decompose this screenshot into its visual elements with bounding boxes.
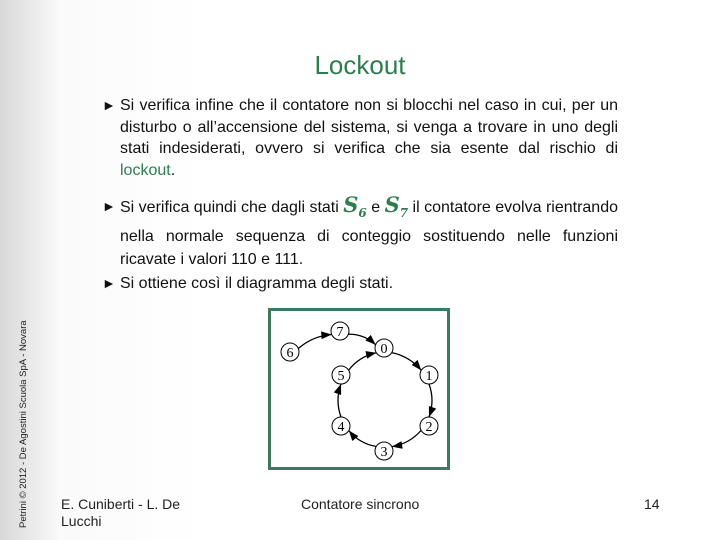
footer-title: Contatore sincrono (301, 496, 420, 512)
state-node-1 (420, 366, 438, 384)
transition-arrow-7-0 (348, 334, 375, 345)
state-diagram (268, 308, 450, 470)
svg-text:5: 5 (337, 369, 345, 384)
state-node-0 (375, 339, 393, 357)
svg-text:4: 4 (337, 420, 345, 435)
bullet-marker-icon: ► (102, 275, 116, 291)
svg-text:7: 7 (336, 325, 344, 340)
svg-text:0: 0 (380, 342, 388, 357)
bullet-3 (102, 273, 618, 295)
state-diagram-svg (271, 311, 447, 467)
transition-arrow-0-1 (392, 353, 422, 371)
transition-arrow-6-7 (298, 334, 331, 348)
state-node-5 (332, 366, 350, 384)
bullet-text: Si verifica quindi che dagli stati (120, 199, 344, 216)
bullet-text-end: . (170, 161, 176, 179)
svg-text:6: 6 (286, 346, 294, 361)
bullet-text: Si verifica infine che il contatore non si blocchi nel caso in cui, per un disturbo o all’accensione del sistema, si venga a trovare in uno degli stati indesiderati, ovvero si verifica che sia esente dal rischio di (120, 97, 618, 158)
bullet-text-end: il contatore evolva rientrando nella normale sequenza di conteggio sostituendo nelle funzioni ricavate i valori 110 e 111. (120, 199, 618, 269)
copyright-text: Petrini © 2012 - De Agostini Scuola SpA - Novara (18, 320, 29, 528)
bullet-marker-icon: ► (102, 198, 116, 214)
bullet-2 (102, 193, 618, 271)
bullet-marker-icon: ► (102, 97, 116, 113)
transition-arrow-3-4 (349, 431, 376, 447)
svg-text:2: 2 (425, 420, 433, 435)
state-node-2 (420, 417, 438, 435)
state-node-3 (375, 442, 393, 460)
bullet-text: Si ottiene così il diagramma degli stati. (120, 275, 394, 292)
state-node-6 (281, 343, 299, 361)
state-s6: $S_6$ (343, 192, 367, 221)
state-s7: $S_7$ (384, 192, 409, 221)
state-node-7 (331, 322, 349, 340)
transition-arrow-5-0 (349, 353, 377, 370)
bullet-text-mid: e (366, 199, 385, 216)
bullet-1 (102, 95, 618, 181)
transition-arrow-4-5 (338, 384, 341, 417)
transition-arrow-1-2 (429, 384, 432, 417)
page-number: 14 (644, 496, 660, 512)
state-node-4 (332, 417, 350, 435)
lockout-keyword: lockout (120, 161, 171, 179)
footer-author: E. Cuniberti - L. De Lucchi (61, 496, 181, 529)
transition-arrow-2-3 (392, 430, 421, 446)
slide-title: Lockout (314, 50, 406, 80)
svg-text:3: 3 (380, 445, 388, 460)
svg-text:1: 1 (425, 369, 433, 384)
